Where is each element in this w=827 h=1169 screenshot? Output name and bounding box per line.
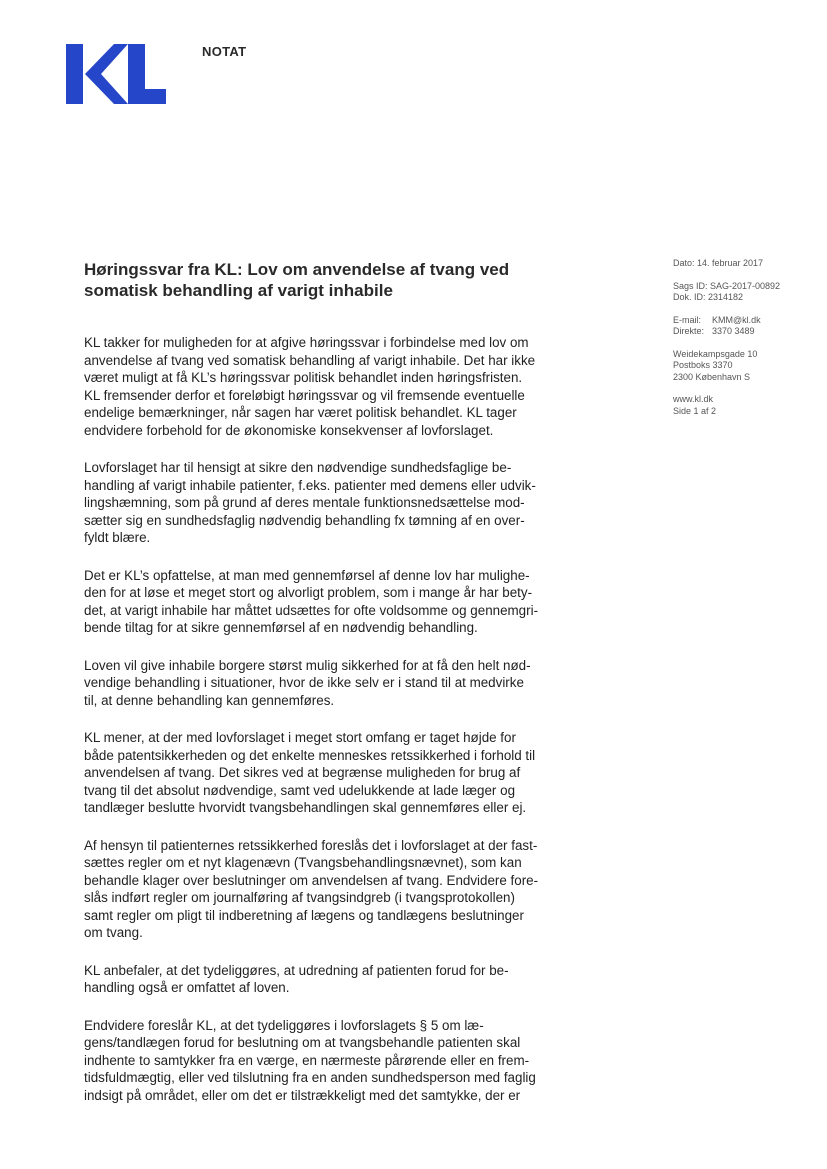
paragraph-line: tidsfuldmægtig, eller ved tilslutning fra en anden sundhedsperson med faglig bbox=[84, 1070, 536, 1085]
paragraph-line: den for at løse et meget stort og alvorligt problem, som i mange år har bety- bbox=[84, 585, 533, 600]
document-type-label: NOTAT bbox=[202, 44, 247, 59]
paragraph-line: anvendelse af tvang ved somatisk behandling af varigt inhabile. Det har ikke bbox=[84, 352, 536, 368]
paragraph-line: gens/tandlægen forud for beslutning om at tvangsbehandle patienten skal bbox=[84, 1035, 521, 1050]
document-title bbox=[84, 259, 574, 301]
paragraph-line: handling også er omfattet af loven. bbox=[84, 980, 290, 995]
paragraph-line: anvendelsen af tvang. Det sikres ved at begrænse muligheden for brug af bbox=[84, 765, 521, 780]
paragraph-line: samt regler om pligt til indberetning af lægens og tandlægens beslutninger bbox=[84, 907, 524, 923]
paragraph-line: KL anbefaler, at det tydeliggøres, at udredning af patienten forud for be- bbox=[84, 962, 509, 978]
phone-label: Direkte: bbox=[673, 326, 705, 336]
phone-line bbox=[673, 326, 813, 338]
paragraph-line: tandlæger beslutte hvorvidt tvangsbehandlingen skal gennemføres eller ej. bbox=[84, 800, 527, 815]
paragraph-line: indhente to samtykker fra en værge, en nærmeste pårørende eller en frem- bbox=[84, 1052, 530, 1068]
page-number: Side 1 af 2 bbox=[673, 405, 717, 416]
email-label: E-mail: bbox=[673, 314, 702, 325]
address-line: 2300 København S bbox=[673, 371, 751, 382]
body-paragraph bbox=[84, 1017, 564, 1105]
paragraph-line: Af hensyn til patienternes retssikkerhed foreslås det i lovforslaget at der fast- bbox=[84, 837, 538, 853]
paragraph-line: om tvang. bbox=[84, 925, 143, 940]
body-paragraph bbox=[84, 334, 564, 439]
body-text bbox=[84, 334, 564, 1124]
paragraph-line: tvang til det absolut nødvendige, samt ved udelukkende at lade læger og bbox=[84, 782, 516, 798]
body-paragraph bbox=[84, 962, 564, 997]
body-paragraph bbox=[84, 459, 564, 547]
date: Dato: 14. februar 2017 bbox=[673, 258, 764, 268]
paragraph-line: indsigt på området, eller om det er tilstrækkeligt med det samtykke, der er bbox=[84, 1087, 521, 1103]
document-id: Dok. ID: 2314182 bbox=[673, 292, 744, 302]
case-id: Sags ID: SAG-2017-00892 bbox=[673, 280, 781, 291]
paragraph-line: sættes regler om et nyt klagenævn (Tvangsbehandlingsnævnet), som kan bbox=[84, 855, 522, 870]
paragraph-line: fyldt blære. bbox=[84, 530, 151, 545]
paragraph-line: sætter sig en sundhedsfaglig nødvendig behandling fx tømning af en over- bbox=[84, 512, 525, 528]
paragraph-line: vendige behandling i situationer, hvor de ikke selv er i stand til at medvirke bbox=[84, 675, 524, 690]
website: www.kl.dk bbox=[673, 394, 714, 404]
paragraph-line: til, at denne behandling kan gennemføres. bbox=[84, 692, 335, 708]
paragraph-line: KL mener, at der med lovforslaget i meget stort omfang er taget højde for bbox=[84, 730, 516, 745]
paragraph-line: Det er KL’s opfattelse, at man med gennemførsel af denne lov har mulighe- bbox=[84, 567, 530, 583]
body-paragraph bbox=[84, 567, 564, 637]
body-paragraph bbox=[84, 729, 564, 817]
document-metadata bbox=[673, 258, 813, 428]
paragraph-line: behandle klager over beslutninger om anvendelsen af tvang. Endvidere fore- bbox=[84, 872, 539, 888]
paragraph-line: Loven vil give inhabile borgere størst mulig sikkerhed for at få den helt nød- bbox=[84, 657, 531, 673]
paragraph-line: både patentsikkerheden og det enkelte menneskes retssikkerhed i forhold til bbox=[84, 747, 536, 763]
paragraph-line: bende tiltag for at sikre gennemførsel af en nødvendig behandling. bbox=[84, 620, 478, 635]
address-line: Postboks 3370 bbox=[673, 360, 733, 370]
paragraph-line: Endvidere foreslår KL, at det tydeliggøres i lovforslagets § 5 om læ- bbox=[84, 1017, 484, 1033]
paragraph-line: det, at varigt inhabile har måttet udsættes for ofte voldsomme og gennemgri- bbox=[84, 602, 539, 618]
paragraph-line: slås indført regler om journalføring af tvangsindgreb (i tvangsprotokollen) bbox=[84, 890, 515, 905]
kl-logo bbox=[66, 44, 166, 104]
address-line: Weidekampsgade 10 bbox=[673, 348, 758, 359]
paragraph-line: lingshæmning, som på grund af deres mentale funktionsnedsættelse mod- bbox=[84, 495, 525, 510]
document-title-line: Høringssvar fra KL: Lov om anvendelse af tvang ved bbox=[84, 260, 510, 279]
paragraph-line: KL takker for muligheden for at afgive høringssvar i forbindelse med lov om bbox=[84, 335, 529, 350]
email-address: KMM@kl.dk bbox=[712, 314, 761, 325]
document-title-line: somatisk behandling af varigt inhabile bbox=[84, 281, 393, 300]
paragraph-line: endelige bemærkninger, når sagen har været politisk behandlet. KL tager bbox=[84, 405, 517, 420]
phone-number: 3370 3489 bbox=[712, 326, 755, 336]
body-paragraph bbox=[84, 657, 564, 710]
body-paragraph bbox=[84, 837, 564, 942]
paragraph-line: KL fremsender derfor et foreløbigt høringssvar og vil fremsende eventuelle bbox=[84, 387, 525, 403]
paragraph-line: endvidere forbehold for de økonomiske konsekvenser af lovforslaget. bbox=[84, 422, 494, 438]
paragraph-line: Lovforslaget har til hensigt at sikre den nødvendige sundhedsfaglige be- bbox=[84, 460, 512, 475]
email-line bbox=[673, 315, 813, 327]
paragraph-line: været muligt at få KL’s høringssvar politisk behandlet inden høringsfristen. bbox=[84, 370, 523, 385]
paragraph-line: handling af varigt inhabile patienter, f.eks. patienter med demens eller udvik- bbox=[84, 477, 536, 493]
